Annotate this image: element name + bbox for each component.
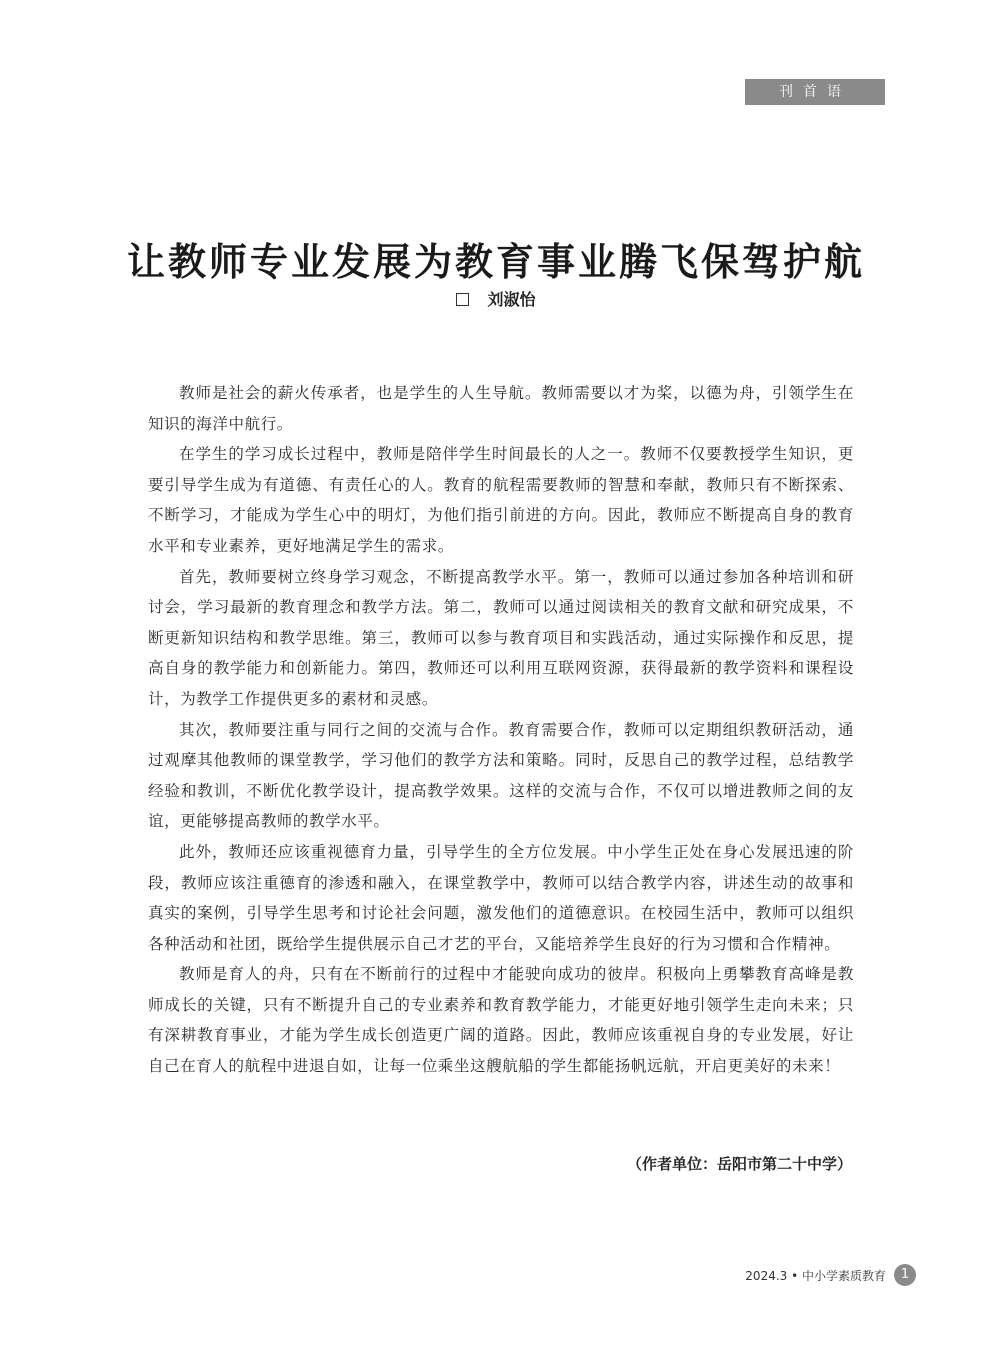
article-body bbox=[148, 378, 854, 1082]
paragraph: 教师是育人的舟，只有在不断前行的过程中才能驶向成功的彼岸。积极向上勇攀教育高峰是教师成长的关键，只有不断提升自己的专业素养和教育教学能力，才能更好地引领学生走向未来；只有深耕教育事业，才能为学生成长创造更广阔的道路。因此，教师应该重视自身的专业发展，好让自己在育人的航程中进退自如，让每一位乘坐这艘航船的学生都能扬帆远航，开启更美好的未来！ bbox=[148, 965, 854, 1076]
byline bbox=[0, 287, 992, 310]
issue-info: 2024.3 • 中小学素质教育 bbox=[745, 1268, 886, 1283]
page-number: 1 bbox=[894, 1264, 916, 1286]
square-icon bbox=[456, 293, 469, 306]
column-tag: 刊首语 bbox=[745, 79, 885, 105]
article-title: 让教师专业发展为教育事业腾飞保驾护航 bbox=[126, 239, 865, 285]
paragraph: 在学生的学习成长过程中，教师是陪伴学生时间最长的人之一。教师不仅要教授学生知识，更要引导学生成为有道德、有责任心的人。教育的航程需要教师的智慧和奉献，教师只有不断探索、不断学习，才能成为学生心中的明灯，为他们指引前进的方向。因此，教师应不断提高自身的教育水平和专业素养，更好地满足学生的需求。 bbox=[148, 445, 854, 555]
author-name: 刘淑怡 bbox=[487, 290, 536, 309]
paragraph: 其次，教师要注重与同行之间的交流与合作。教育需要合作，教师可以定期组织教研活动，通过观摩其他教师的课堂教学，学习他们的教学方法和策略。同时，反思自己的教学过程，总结教学经验和教训，不断优化教学设计，提高教学效果。这样的交流与合作，不仅可以增进教师之间的友谊，更能够提高教师的教学水平。 bbox=[148, 720, 854, 831]
paragraph: 首先，教师要树立终身学习观念，不断提高教学水平。第一，教师可以通过参加各种培训和研讨会，学习最新的教育理念和教学方法。第二，教师可以通过阅读相关的教育文献和研究成果，不断更新知识结构和教学思维。第三，教师可以参与教育项目和实践活动，通过实际操作和反思，提高自身的教学能力和创新能力。第四，教师还可以利用互联网资源，获得最新的教学资料和课程设计，为教学工作提供更多的素材和灵感。 bbox=[148, 567, 854, 708]
paragraph: 此外，教师还应该重视德育力量，引导学生的全方位发展。中小学生正处在身心发展迅速的阶段，教师应该注重德育的渗透和融入，在课堂教学中，教师可以结合教学内容，讲述生动的故事和真实的案例，引导学生思考和讨论社会问题，激发他们的道德意识。在校园生活中，教师可以组织各种活动和社团，既给学生提供展示自己才艺的平台，又能培养学生良好的行为习惯和合作精神。 bbox=[148, 842, 854, 953]
paragraph: 教师是社会的薪火传承者，也是学生的人生导航。教师需要以才为桨，以德为舟，引领学生在知识的海洋中航行。 bbox=[148, 384, 854, 433]
page-footer bbox=[745, 1264, 916, 1286]
author-affiliation: （作者单位：岳阳市第二十中学） bbox=[626, 1155, 852, 1173]
